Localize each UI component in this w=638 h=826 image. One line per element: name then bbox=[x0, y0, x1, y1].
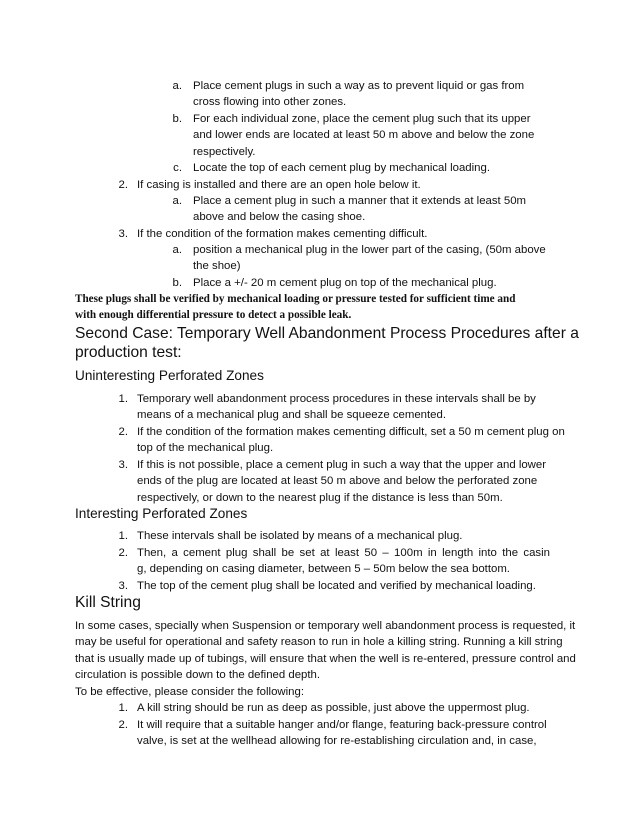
list-item-text: respectively, or down to the nearest plug if the distance is less than 50m. bbox=[137, 492, 503, 504]
list-item-text: If the condition of the formation makes cementing difficult. bbox=[137, 228, 428, 240]
list-item-text: A kill string should be run as deep as possible, just above the uppermost plug. bbox=[137, 702, 530, 714]
paragraph-line: that is usually made up of tubings, will ensure that when the well is re-entered, pressure control and bbox=[75, 653, 576, 665]
list-marker: 1. bbox=[118, 702, 128, 714]
list-item-text: If casing is installed and there are an open hole below it. bbox=[137, 179, 421, 191]
list-item-text: valve, is set at the wellhead allowing for re-establishing circulation and, in case, bbox=[137, 735, 537, 747]
list-item-text: the shoe) bbox=[193, 260, 241, 272]
bold-note: These plugs shall be verified by mechanical loading or pressure tested for sufficient time and bbox=[75, 293, 516, 305]
list-marker: 3. bbox=[118, 228, 128, 240]
list-marker: 1. bbox=[118, 393, 128, 405]
list-item-text: above and below the casing shoe. bbox=[193, 211, 366, 223]
list-marker: 1. bbox=[118, 530, 128, 542]
list-item-text: position a mechanical plug in the lower part of the casing, (50m above bbox=[193, 244, 546, 256]
list-item-text: Then, a cement plug shall be set at least 50 – 100m in length into the casin bbox=[137, 547, 550, 559]
list-marker: a. bbox=[172, 80, 182, 92]
list-item-text: and lower ends are located at least 50 m above and below the zone bbox=[193, 129, 535, 141]
list-item-text: g, depending on casing diameter, between 5 – 50m below the sea bottom. bbox=[137, 563, 510, 575]
list-item-text: Place a cement plug in such a manner that it extends at least 50m bbox=[193, 195, 527, 207]
paragraph-line: may be useful for operational and safety reason to run in hole a killing string. Running a kill string bbox=[75, 636, 563, 648]
list-marker: b. bbox=[172, 277, 182, 289]
list-marker: a. bbox=[172, 195, 182, 207]
list-item-text: Temporary well abandonment process procedures in these intervals shall be by bbox=[137, 393, 536, 405]
list-item-text: Locate the top of each cement plug by mechanical loading. bbox=[193, 162, 490, 174]
list-item-text: For each individual zone, place the cement plug such that its upper bbox=[193, 113, 531, 125]
list-marker: 3. bbox=[118, 580, 128, 592]
list-marker: c. bbox=[173, 162, 182, 174]
list-item-text: ends of the plug are located at least 50 m above and below the perforated zone bbox=[137, 475, 538, 487]
subsection-heading: Uninteresting Perforated Zones bbox=[75, 368, 264, 383]
paragraph-line: In some cases, specially when Suspension or temporary well abandonment process is requested, it bbox=[75, 620, 576, 632]
bold-note: with enough differential pressure to detect a possible leak. bbox=[75, 309, 352, 321]
paragraph-line: To be effective, please consider the following: bbox=[75, 686, 305, 698]
section-heading: production test: bbox=[75, 344, 182, 361]
list-item-text: top of the mechanical plug. bbox=[137, 442, 274, 454]
list-item-text: cross flowing into other zones. bbox=[193, 96, 347, 108]
list-marker: a. bbox=[172, 244, 182, 256]
list-marker: 2. bbox=[118, 179, 128, 191]
list-marker: 3. bbox=[118, 459, 128, 471]
list-item-text: Place cement plugs in such a way as to prevent liquid or gas from bbox=[193, 80, 525, 92]
list-item-text: If this is not possible, place a cement plug in such a way that the upper and lower bbox=[137, 459, 547, 471]
list-item-text: It will require that a suitable hanger and/or flange, featuring back-pressure control bbox=[137, 719, 547, 731]
list-item-text: The top of the cement plug shall be located and verified by mechanical loading. bbox=[137, 580, 536, 592]
list-marker: 2. bbox=[118, 719, 128, 731]
list-marker: 2. bbox=[118, 426, 128, 438]
subsection-heading: Interesting Perforated Zones bbox=[75, 506, 248, 521]
list-marker: b. bbox=[172, 113, 182, 125]
list-item-text: means of a mechanical plug and shall be squeeze cemented. bbox=[137, 409, 447, 421]
section-heading: Second Case: Temporary Well Abandonment Process Procedures after a bbox=[75, 325, 579, 342]
list-marker: 2. bbox=[118, 547, 128, 559]
paragraph-line: circulation is possible down to the defined depth. bbox=[75, 669, 321, 681]
list-item-text: Place a +/- 20 m cement plug on top of the mechanical plug. bbox=[193, 277, 497, 289]
list-item-text: If the condition of the formation makes cementing difficult, set a 50 m cement plug on bbox=[137, 426, 565, 438]
list-item-text: respectively. bbox=[193, 146, 256, 158]
section-heading: Kill String bbox=[75, 594, 141, 611]
list-item-text: These intervals shall be isolated by means of a mechanical plug. bbox=[137, 530, 463, 542]
